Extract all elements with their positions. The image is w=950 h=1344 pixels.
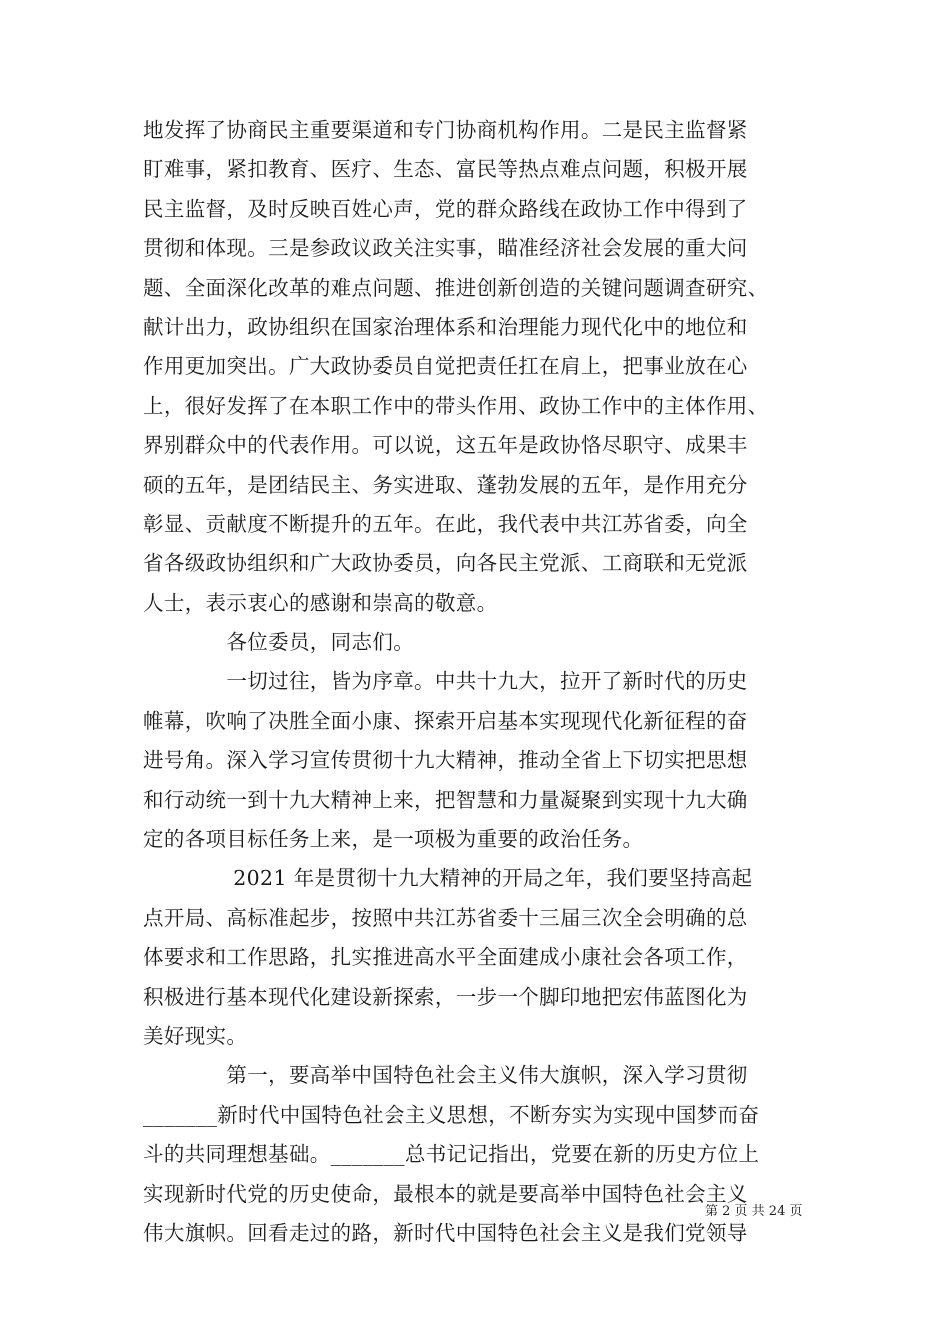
body-text [143, 111, 813, 1253]
text-line: 第一，要高举中国特色社会主义伟大旗帜，深入学习贯彻 [143, 1063, 748, 1088]
text-line: 一切过往，皆为序章。中共十九大，拉开了新时代的历史 [143, 669, 748, 694]
text-line: 各位委员，同志们。 [143, 630, 415, 655]
text-line: 实现新时代党的历史使命，最根本的就是要高举中国特色社会主义 [143, 1181, 748, 1206]
text-line: 盯难事，紧扣教育、医疗、生态、富民等热点难点问题，积极开展 [143, 157, 748, 182]
text-line: 作用更加突出。广大政协委员自觉把责任扛在肩上，把事业放在心 [143, 354, 748, 379]
text-line: 题、全面深化改革的难点问题、推进创新创造的关键问题调查研究、 [143, 275, 769, 300]
text-line: 人士，表示衷心的感谢和崇高的敬意。 [143, 590, 498, 615]
text-line: 界别群众中的代表作用。可以说，这五年是政协恪尽职守、成果丰 [143, 433, 748, 458]
text-line: 贯彻和体现。三是参政议政关注实事，瞄准经济社会发展的重大问 [143, 236, 748, 261]
text-line: 省各级政协组织和广大政协委员，向各民主党派、工商联和无党派 [143, 551, 748, 576]
text-line: 上，很好发挥了在本职工作中的带头作用、政协工作中的主体作用、 [143, 393, 769, 418]
text-line: 民主监督，及时反映百姓心声，党的群众路线在政协工作中得到了 [143, 196, 748, 221]
text-line: 美好现实。 [143, 1023, 248, 1048]
text-line: 积极进行基本现代化建设新探索，一步一个脚印地把宏伟蓝图化为 [143, 984, 748, 1009]
page-number-footer: 第 2 页 共 24 页 [705, 1204, 803, 1219]
text-line: _______新时代中国特色社会主义思想，不断夯实为实现中国梦而奋 [143, 1102, 760, 1127]
text-line: 点开局、高标准起步，按照中共江苏省委十三届三次全会明确的总 [143, 905, 748, 930]
text-line: 彰显、贡献度不断提升的五年。在此，我代表中共江苏省委，向全 [143, 511, 748, 536]
text-line: 伟大旗帜。回看走过的路，新时代中国特色社会主义是我们党领导 [143, 1220, 748, 1245]
text-line: 进号角。深入学习宣传贯彻十九大精神，推动全省上下切实把思想 [143, 748, 748, 773]
text-line: 和行动统一到十九大精神上来，把智慧和力量凝聚到实现十九大确 [143, 787, 748, 812]
text-line: 地发挥了协商民主重要渠道和专门协商机构作用。二是民主监督紧 [143, 118, 748, 142]
text-line: 定的各项目标任务上来，是一项极为重要的政治任务。 [143, 827, 644, 852]
text-line: 体要求和工作思路，扎实推进高水平全面建成小康社会各项工作， [143, 945, 748, 970]
text-line: 2021 年是贯彻十九大精神的开局之年，我们要坚持高起 [143, 866, 753, 891]
text-line: 献计出力，政协组织在国家治理体系和治理能力现代化中的地位和 [143, 314, 748, 339]
text-line: 帷幕，吹响了决胜全面小康、探索开启基本实现现代化新征程的奋 [143, 708, 748, 733]
text-line: 硕的五年，是团结民主、务实进取、蓬勃发展的五年，是作用充分 [143, 472, 748, 497]
text-line: 斗的共同理想基础。_______总书记记指出，党要在新的历史方位上 [143, 1142, 760, 1167]
